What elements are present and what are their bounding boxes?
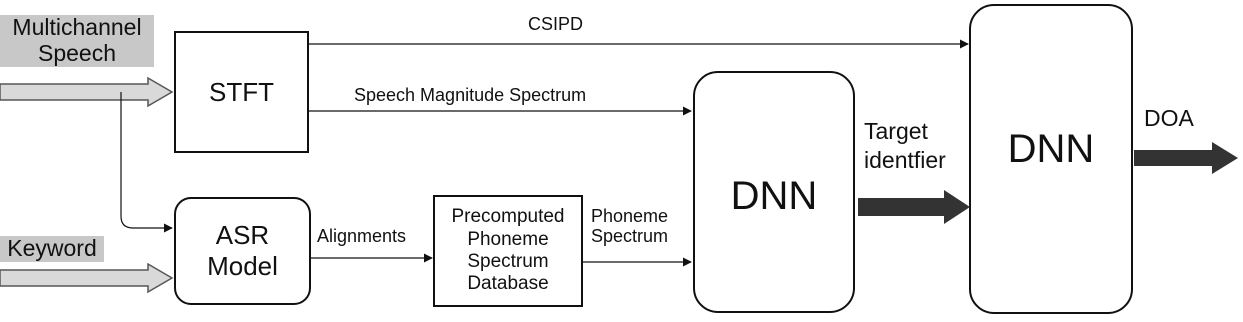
multichannel-speech-label: Multichannel Speech — [0, 15, 154, 67]
keyword-label: Keyword — [0, 236, 104, 262]
dnn-1-label: DNN — [730, 174, 818, 219]
target-identifier-arrow — [858, 190, 970, 224]
dnn-2-label: DNN — [1007, 127, 1095, 172]
alignments-label: Alignments — [317, 226, 407, 246]
doa-output-arrow — [1134, 142, 1238, 174]
target-identifier-label: Target identfier — [864, 118, 946, 173]
keyword-input-arrow — [0, 264, 172, 292]
asr-model-label: ASR Model — [207, 220, 278, 281]
csipd-label: CSIPD — [528, 14, 584, 34]
doa-label: DOA — [1144, 105, 1194, 131]
phoneme-database-label: Precomputed Phoneme Spectrum Database — [451, 206, 565, 295]
speech-to-asr-line — [121, 92, 172, 228]
magnitude-spectrum-label: Speech Magnitude Spectrum — [354, 85, 587, 105]
phoneme-spectrum-label: Phoneme Spectrum — [591, 206, 669, 247]
speech-input-arrow — [0, 78, 172, 106]
stft-label: STFT — [209, 76, 274, 107]
